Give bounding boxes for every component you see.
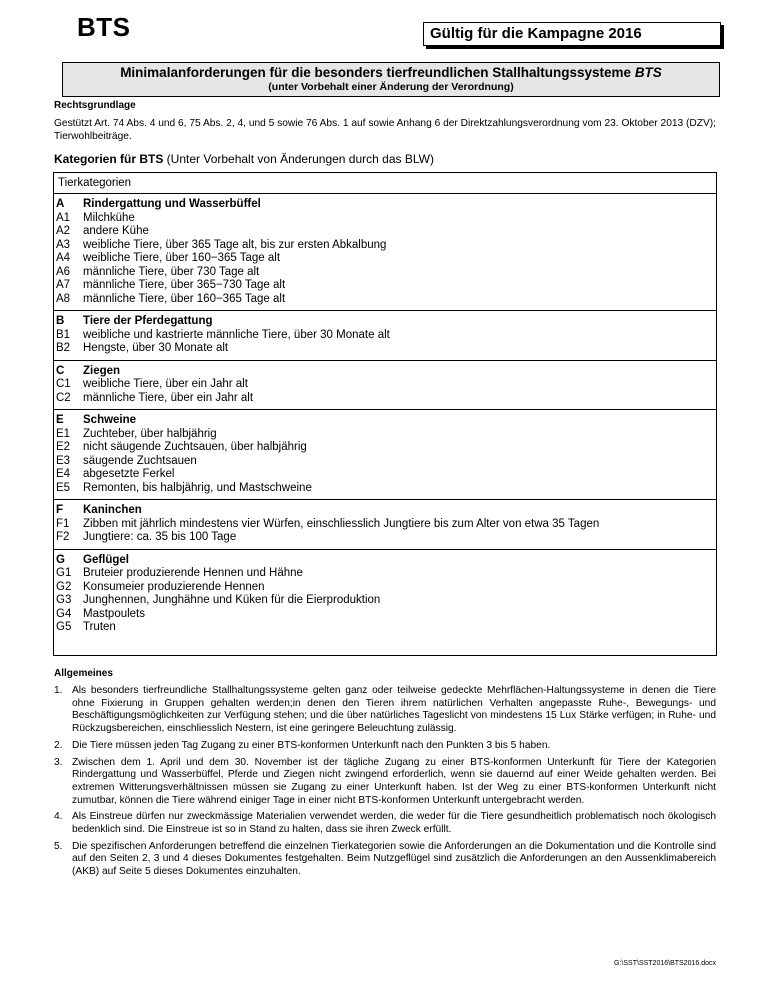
item-text: Truten [83, 621, 116, 633]
tierkategorien-header: Tierkategorien [54, 173, 716, 194]
category-item [54, 212, 716, 226]
item-text: männliche Tiere, über 730 Tage alt [83, 265, 260, 278]
item-code: C2 [56, 391, 71, 404]
allgemeines-item [54, 685, 716, 736]
category-item [54, 621, 716, 635]
group-code: A [56, 198, 65, 210]
group-name: Rindergattung und Wasserbüffel [83, 198, 261, 210]
category-item [54, 239, 716, 253]
allgemeines-heading: Allgemeines [54, 668, 113, 679]
category-group [54, 361, 716, 411]
category-group-heading [54, 198, 716, 212]
item-text: andere Kühe [83, 225, 149, 237]
item-text: abgesetzte Ferkel [83, 468, 175, 480]
category-group [54, 410, 716, 500]
item-code: A1 [56, 211, 71, 224]
category-item [54, 594, 716, 608]
item-code: G1 [56, 567, 72, 579]
item-paragraph: Die Tiere müssen jeden Tag Zugang zu einer BTS-konformen Unterkunft nach den Punkten 3 bis 5 haben. [72, 739, 551, 751]
item-code: G2 [56, 580, 72, 593]
category-item [54, 279, 716, 293]
item-code: G4 [56, 607, 72, 620]
item-text: Hengste, über 30 Monate alt [83, 342, 229, 354]
item-paragraph: Als besonders tierfreundliche Stallhaltungssysteme gelten ganz oder teilweise gedeckte Mehrflächen-Haltungssysteme in denen die Tiere ohne Fixierung in Gruppen gehalten werden;in denen den Tieren ihrem natürlichen Verhalten angepasste Ruhe-, Bewegungs- und Beschäftigungsmöglichkeiten zur Verfügung stehen; und die über natürliches Tageslicht von mindestens 15 Lux Stärke verfügen; in Ruhe- und Rückzugsbereichen, einschliesslich Nestern, ist eine geringere Beleuchtung zulässig. [72, 685, 716, 735]
item-code: B2 [56, 342, 71, 354]
item-number: 1. [54, 685, 63, 696]
item-text: Junghennen, Junghähne und Küken für die Eierproduktion [83, 594, 381, 606]
category-item [54, 567, 716, 581]
group-code: E [56, 414, 64, 426]
category-group [54, 550, 716, 639]
item-text: männliche Tiere, über 365−730 Tage alt [83, 279, 286, 291]
category-group-heading [54, 504, 716, 518]
category-item [54, 428, 716, 442]
item-number: 2. [54, 739, 63, 751]
item-text: nicht säugende Zuchtsauen, über halbjährig [83, 441, 307, 453]
item-text: weibliche Tiere, über 365 Tage alt, bis zur ersten Abkalbung [83, 238, 387, 251]
category-group-heading [54, 554, 716, 568]
item-paragraph: Als Einstreue dürfen nur zweckmässige Materialien verwendet werden, die weder für die Tiere gesundheitlich problematisch noch ökologisch bedenklich sind. Die Einstreue ist so in Stand zu halten, dass sie ihren Zweck erfüllt. [72, 811, 716, 836]
item-text: männliche Tiere, über 160−365 Tage alt [83, 292, 286, 305]
item-text: Mastpoulets [83, 607, 146, 620]
item-code: C1 [56, 378, 71, 390]
kategorien-heading-rest: (Unter Vorbehalt von Änderungen durch das BLW) [163, 152, 434, 166]
category-group-heading [54, 365, 716, 379]
title-main-italic: BTS [634, 65, 662, 80]
title-box [62, 62, 720, 97]
item-number: 3. [54, 756, 63, 768]
item-number: 4. [54, 811, 63, 823]
allgemeines-list [54, 685, 716, 883]
item-text: Zuchteber, über halbjährig [83, 427, 217, 440]
item-code: A8 [56, 292, 71, 305]
item-text: Milchkühe [83, 211, 135, 224]
group-name: Kaninchen [83, 504, 142, 516]
tierkategorien-table [53, 172, 717, 656]
kategorien-heading-bold: Kategorien für BTS [54, 152, 164, 166]
category-item [54, 455, 716, 469]
item-text: Zibben mit jährlich mindestens vier Würfen, einschliesslich Jungtiere bis zum Alter von etwa 35 Tagen [83, 517, 600, 530]
group-code: B [56, 315, 65, 327]
category-item [54, 482, 716, 496]
group-name: Tiere der Pferdegattung [83, 315, 213, 327]
category-group [54, 311, 716, 361]
title-main-text: Minimalanforderungen für die besonders tierfreundlichen Stallhaltungssysteme [120, 65, 632, 80]
allgemeines-item [54, 841, 716, 879]
category-group [54, 194, 716, 311]
category-item [54, 441, 716, 455]
title-main [63, 65, 719, 80]
item-code: A6 [56, 265, 71, 278]
item-code: E2 [56, 441, 71, 453]
item-text: weibliche Tiere, über ein Jahr alt [83, 378, 248, 390]
item-text: weibliche und kastrierte männliche Tiere, über 30 Monate alt [83, 328, 390, 341]
item-code: E3 [56, 454, 71, 467]
group-code: F [56, 504, 64, 516]
item-code: E4 [56, 468, 71, 480]
group-name: Ziegen [83, 364, 121, 377]
allgemeines-item [54, 740, 716, 753]
item-text: Konsumeier produzierende Hennen [83, 580, 265, 593]
item-code: A2 [56, 225, 71, 237]
item-number: 5. [54, 840, 63, 852]
item-text: säugende Zuchtsauen [83, 454, 197, 467]
category-item [54, 608, 716, 622]
item-code: B1 [56, 328, 71, 341]
item-text: Bruteier produzierende Hennen und Hähne [83, 567, 303, 579]
item-code: F1 [56, 517, 70, 530]
group-code: G [56, 553, 65, 566]
group-code: C [56, 364, 65, 377]
footer-path: G:\SST\SST2016\BTS2016.docx [614, 960, 716, 967]
item-text: weibliche Tiere, über 160−365 Tage alt [83, 252, 281, 264]
category-item [54, 531, 716, 545]
category-item [54, 468, 716, 482]
item-code: E1 [56, 427, 71, 440]
category-item [54, 225, 716, 239]
item-text: Remonten, bis halbjährig, und Mastschweine [83, 481, 312, 494]
tierkategorien-groups [54, 194, 716, 639]
bts-logo: BTS [77, 12, 131, 42]
allgemeines-item [54, 811, 716, 836]
group-name: Schweine [83, 414, 137, 426]
group-name: Geflügel [83, 553, 130, 566]
category-item [54, 266, 716, 280]
category-item [54, 378, 716, 392]
item-code: A4 [56, 252, 71, 264]
item-code: G3 [56, 594, 72, 606]
category-item [54, 392, 716, 406]
category-item [54, 518, 716, 532]
category-item [54, 329, 716, 343]
item-paragraph: Zwischen dem 1. April und dem 30. November ist der tägliche Zugang zu einer BTS-konformen Unterkunft für Tiere der Kategorien Rindergattung und Wasserbüffel, Pferde und Ziegen nicht zwingend erforderlich, wenn sie dauernd auf einer Weide gehalten werden. Bei extremen Witterungsverhältnissen müssen sie Zugang zu einer Unterkunft haben. Ist der Weg zu einer BTS-konformen Unterkunft nicht zumutbar, können die Tiere während einiger Tage in einer nicht BTS-konformen Unterkunft untergebracht werden. [72, 756, 716, 806]
category-group-heading [54, 315, 716, 329]
item-code: A7 [56, 279, 71, 291]
item-code: E5 [56, 481, 71, 494]
rechtsgrundlage-heading: Rechtsgrundlage [54, 100, 136, 111]
item-text: Jungtiere: ca. 35 bis 100 Tage [83, 531, 237, 543]
title-sub: (unter Vorbehalt einer Änderung der Verordnung) [268, 81, 514, 93]
item-code: G5 [56, 621, 72, 633]
category-group [54, 500, 716, 550]
validity-box: Gültig für die Kampagne 2016 [423, 22, 721, 46]
category-item [54, 293, 716, 307]
item-code: A3 [56, 238, 71, 251]
item-text: männliche Tiere, über ein Jahr alt [83, 391, 254, 404]
item-paragraph: Die spezifischen Anforderungen betreffend die einzelnen Tierkategorien sowie die Anforderungen an die Dokumentation und die Kontrolle sind auf den Seiten 2, 3 und 4 dieses Dokumentes festgehalten. Beim Nutzgeflügel sind zusätzlich die Anforderungen an den Aussenklimabereich (AKB) auf Seite 5 dieses Dokumentes einzuhalten. [72, 840, 716, 878]
category-group-heading [54, 414, 716, 428]
category-item [54, 342, 716, 356]
kategorien-heading [54, 152, 434, 166]
allgemeines-item [54, 757, 716, 808]
category-item [54, 581, 716, 595]
category-item [54, 252, 716, 266]
item-code: F2 [56, 531, 70, 543]
rechtsgrundlage-text: Gestützt Art. 74 Abs. 4 und 6, 75 Abs. 2, 4, und 5 sowie 76 Abs. 1 auf sowie Anhang 6 der Direktzahlungsverordnung vom 23. Oktober 2013 (DZV); Tierwohlbeiträge. [54, 118, 717, 142]
